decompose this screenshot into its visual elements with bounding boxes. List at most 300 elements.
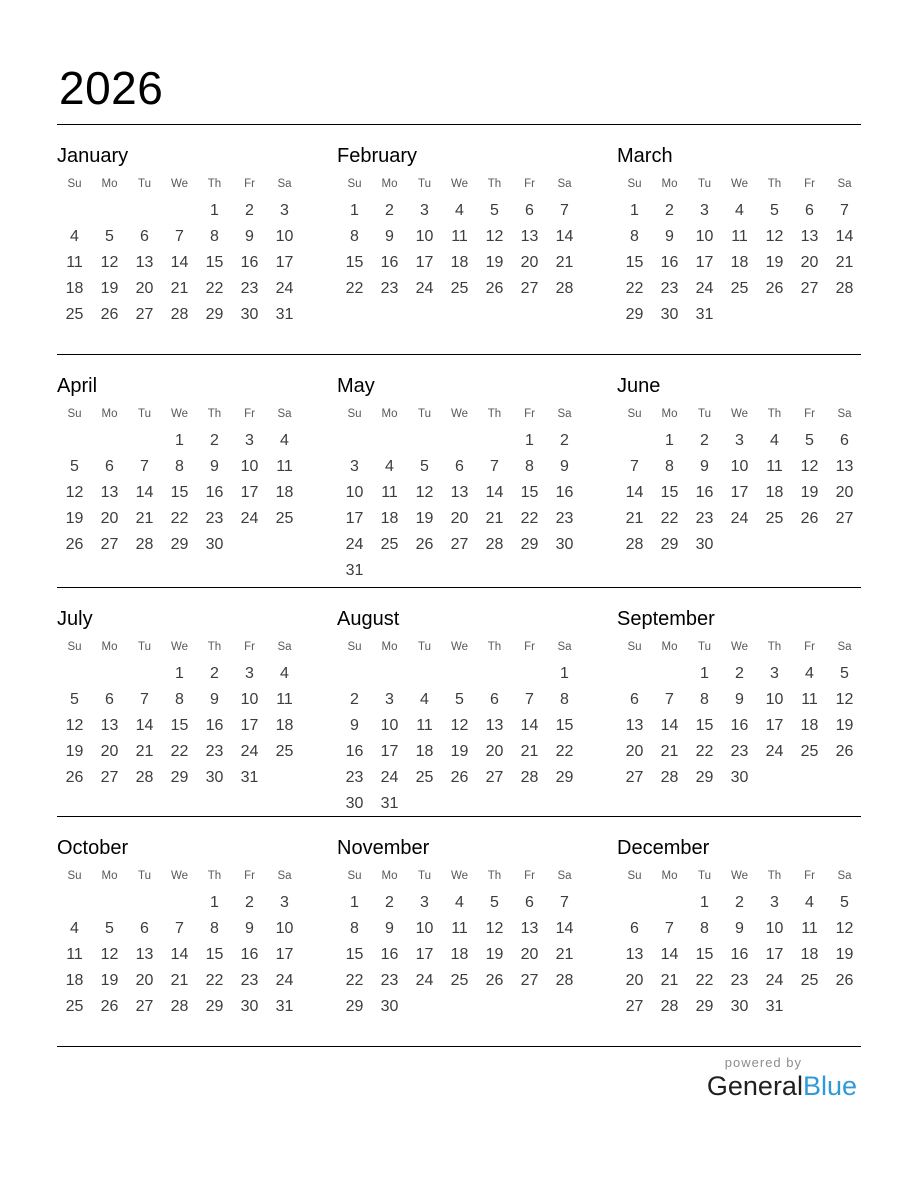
- week-row: [57, 302, 302, 328]
- month-block: [337, 125, 582, 354]
- date-cell: 17: [240, 717, 259, 734]
- weekday-label: Th: [207, 178, 222, 190]
- date-cell: 17: [415, 946, 434, 963]
- date-cell: 3: [770, 894, 779, 911]
- date-cell: 8: [560, 691, 569, 708]
- date-cell: 19: [450, 743, 469, 760]
- date-cell: 3: [245, 432, 254, 449]
- date-cell: 5: [70, 691, 79, 708]
- date-cell: 5: [70, 458, 79, 475]
- date-cell: 26: [450, 769, 469, 786]
- week-row: [617, 428, 862, 454]
- date-cell: 28: [835, 280, 854, 297]
- date-cell: 1: [525, 432, 534, 449]
- date-cell: 5: [840, 894, 849, 911]
- date-cell: 8: [210, 228, 219, 245]
- date-cell: 29: [695, 998, 714, 1015]
- date-cell: 13: [835, 458, 854, 475]
- date-cell: 31: [240, 769, 259, 786]
- date-cell: 27: [450, 536, 469, 553]
- date-cell: 24: [765, 743, 784, 760]
- date-cell: 12: [485, 228, 504, 245]
- date-cell: 14: [170, 946, 189, 963]
- date-cell: 14: [485, 484, 504, 501]
- date-cell: 16: [660, 254, 679, 271]
- date-cell: 15: [625, 254, 644, 271]
- weekday-label: Th: [487, 408, 502, 420]
- weekday-header-row: [337, 867, 582, 885]
- date-cell: 19: [100, 972, 119, 989]
- date-cell-empty: [92, 661, 127, 687]
- date-cell: 15: [660, 484, 679, 501]
- date-cell: 30: [380, 998, 399, 1015]
- date-cell: 20: [450, 510, 469, 527]
- weekday-label: Su: [67, 178, 82, 190]
- weekday-label: Su: [67, 408, 82, 420]
- date-cell: 12: [765, 228, 784, 245]
- date-cell-empty: [617, 890, 652, 916]
- date-cell-empty: [92, 428, 127, 454]
- footer: [57, 1047, 861, 1102]
- month-title: October: [57, 837, 129, 859]
- weekday-label: Su: [627, 408, 642, 420]
- weekday-label: Mo: [381, 178, 398, 190]
- date-cell: 9: [350, 717, 359, 734]
- week-row: [617, 765, 862, 791]
- date-cell: 19: [835, 717, 854, 734]
- date-cell: 12: [415, 484, 434, 501]
- date-cell: 16: [380, 254, 399, 271]
- week-row: [617, 890, 862, 916]
- week-row: [617, 739, 862, 765]
- weekday-label: Sa: [277, 408, 292, 420]
- date-cell: 30: [205, 769, 224, 786]
- date-cell: 27: [520, 280, 539, 297]
- week-row: [617, 994, 862, 1020]
- date-cell: 13: [625, 717, 644, 734]
- week-row: [337, 454, 582, 480]
- date-cell: 3: [735, 432, 744, 449]
- month-block: [337, 817, 582, 1046]
- date-cell: 6: [840, 432, 849, 449]
- weekday-header-row: [617, 867, 862, 885]
- date-cell: 15: [205, 254, 224, 271]
- date-cell: 11: [451, 920, 468, 937]
- weekday-label: Tu: [418, 178, 431, 190]
- date-cell-empty: [162, 890, 197, 916]
- date-cell: 10: [765, 691, 784, 708]
- date-cell: 1: [175, 432, 184, 449]
- weekday-label: Sa: [277, 870, 292, 882]
- date-cell: 26: [765, 280, 784, 297]
- date-cell: 9: [735, 691, 744, 708]
- date-cell: 9: [735, 920, 744, 937]
- weekday-label: Su: [67, 641, 82, 653]
- date-cell: 9: [245, 920, 254, 937]
- date-cell: 26: [835, 743, 854, 760]
- date-cell: 25: [380, 536, 399, 553]
- date-cell-empty: [337, 428, 372, 454]
- date-cell: 10: [380, 717, 399, 734]
- week-row: [617, 661, 862, 687]
- weekday-label: Tu: [418, 870, 431, 882]
- weekday-label: Su: [347, 178, 362, 190]
- weekday-label: Fr: [804, 641, 815, 653]
- date-cell: 4: [280, 665, 289, 682]
- date-cell: 29: [205, 306, 224, 323]
- week-row: [617, 713, 862, 739]
- date-cell: 27: [520, 972, 539, 989]
- date-cell: 15: [695, 946, 714, 963]
- date-cell: 16: [695, 484, 714, 501]
- weekday-label: Su: [347, 870, 362, 882]
- date-cell: 23: [380, 280, 399, 297]
- weekday-label: Su: [67, 870, 82, 882]
- month-title: January: [57, 145, 129, 167]
- date-cell: 4: [385, 458, 394, 475]
- week-row: [57, 968, 302, 994]
- month-title: September: [617, 608, 715, 630]
- date-cell: 3: [770, 665, 779, 682]
- date-cell: 25: [275, 743, 294, 760]
- date-cell: 13: [520, 228, 539, 245]
- weekday-label: Fr: [244, 870, 255, 882]
- date-cell: 14: [170, 254, 189, 271]
- month-block: [337, 588, 582, 816]
- weekday-header-row: [337, 175, 582, 193]
- date-cell: 30: [660, 306, 679, 323]
- weekday-label: We: [730, 870, 749, 882]
- date-cell: 17: [275, 946, 294, 963]
- date-cell: 9: [560, 458, 569, 475]
- date-cell: 19: [65, 743, 84, 760]
- week-row: [617, 916, 862, 942]
- weekday-label: Sa: [557, 641, 572, 653]
- date-cell: 2: [735, 894, 744, 911]
- date-cell: 17: [730, 484, 749, 501]
- date-cell-empty: [757, 302, 792, 328]
- weekday-header-row: [57, 405, 302, 423]
- date-cell-empty: [162, 198, 197, 224]
- date-cell: 27: [485, 769, 504, 786]
- month-block: [337, 355, 582, 587]
- date-cell: 5: [770, 202, 779, 219]
- date-cell: 16: [205, 484, 224, 501]
- months-row-3: [57, 588, 861, 816]
- date-cell: 13: [625, 946, 644, 963]
- date-cell: 9: [665, 228, 674, 245]
- week-row: [337, 791, 582, 817]
- weekday-label: Th: [487, 178, 502, 190]
- date-cell-empty: [127, 890, 162, 916]
- date-cell-empty: [442, 791, 477, 817]
- weekday-label: Th: [207, 641, 222, 653]
- weekday-header-row: [617, 175, 862, 193]
- date-cell-empty: [512, 661, 547, 687]
- date-cell: 8: [630, 228, 639, 245]
- date-cell: 31: [380, 795, 399, 812]
- date-cell: 26: [100, 998, 119, 1015]
- weekday-label: Sa: [277, 641, 292, 653]
- week-row: [57, 661, 302, 687]
- week-row: [57, 532, 302, 558]
- date-cell: 19: [485, 946, 504, 963]
- date-cell: 10: [765, 920, 784, 937]
- date-cell: 18: [765, 484, 784, 501]
- week-row: [617, 532, 862, 558]
- date-cell: 8: [700, 691, 709, 708]
- date-cell: 16: [730, 717, 749, 734]
- date-cell: 11: [66, 946, 83, 963]
- date-cell: 26: [415, 536, 434, 553]
- month-title: June: [617, 375, 661, 397]
- date-cell-empty: [57, 661, 92, 687]
- week-row: [337, 250, 582, 276]
- date-cell: 3: [700, 202, 709, 219]
- date-cell: 17: [240, 484, 259, 501]
- month-block: [57, 588, 302, 816]
- date-cell: 15: [345, 254, 364, 271]
- date-cell: 6: [805, 202, 814, 219]
- date-cell-empty: [792, 765, 827, 791]
- date-cell-empty: [267, 532, 302, 558]
- date-cell: 10: [240, 691, 259, 708]
- date-cell: 23: [240, 280, 259, 297]
- date-cell-empty: [792, 994, 827, 1020]
- date-cell-empty: [442, 428, 477, 454]
- date-cell: 16: [380, 946, 399, 963]
- date-cell: 14: [625, 484, 644, 501]
- date-cell: 22: [625, 280, 644, 297]
- weekday-label: Fr: [524, 870, 535, 882]
- date-cell-empty: [757, 765, 792, 791]
- date-cell-empty: [477, 994, 512, 1020]
- date-cell: 7: [560, 894, 569, 911]
- date-cell: 15: [520, 484, 539, 501]
- date-cell: 19: [415, 510, 434, 527]
- week-row: [337, 198, 582, 224]
- date-cell: 4: [805, 894, 814, 911]
- weekday-label: Mo: [381, 408, 398, 420]
- date-cell: 14: [520, 717, 539, 734]
- date-cell: 11: [381, 484, 398, 501]
- date-cell: 22: [660, 510, 679, 527]
- date-cell: 12: [800, 458, 819, 475]
- date-cell: 2: [665, 202, 674, 219]
- date-cell: 28: [660, 769, 679, 786]
- date-cell: 7: [175, 920, 184, 937]
- week-row: [337, 994, 582, 1020]
- month-block: [57, 355, 302, 587]
- weekday-label: We: [170, 408, 189, 420]
- date-cell: 6: [490, 691, 499, 708]
- date-cell: 8: [350, 920, 359, 937]
- date-cell: 1: [350, 202, 359, 219]
- date-cell: 6: [630, 920, 639, 937]
- date-cell: 5: [805, 432, 814, 449]
- month-title: April: [57, 375, 98, 397]
- date-cell-empty: [127, 661, 162, 687]
- date-cell: 14: [135, 717, 154, 734]
- date-cell: 19: [835, 946, 854, 963]
- date-cell: 7: [665, 691, 674, 708]
- date-cell: 11: [731, 228, 748, 245]
- week-row: [57, 687, 302, 713]
- week-row: [57, 198, 302, 224]
- date-cell: 8: [700, 920, 709, 937]
- week-row: [337, 480, 582, 506]
- weekday-label: Tu: [138, 870, 151, 882]
- date-cell: 13: [800, 228, 819, 245]
- date-cell: 22: [345, 972, 364, 989]
- date-cell: 14: [555, 228, 574, 245]
- date-cell: 16: [205, 717, 224, 734]
- date-cell: 1: [210, 894, 219, 911]
- date-cell: 2: [385, 202, 394, 219]
- date-cell: 23: [240, 972, 259, 989]
- date-cell: 5: [420, 458, 429, 475]
- date-cell: 23: [380, 972, 399, 989]
- weekday-label: Mo: [661, 408, 678, 420]
- month-weeks: [617, 890, 862, 1020]
- weekday-label: Sa: [837, 178, 852, 190]
- date-cell: 22: [170, 510, 189, 527]
- date-cell-empty: [127, 198, 162, 224]
- week-row: [617, 198, 862, 224]
- week-row: [337, 713, 582, 739]
- date-cell: 17: [345, 510, 364, 527]
- date-cell: 21: [835, 254, 854, 271]
- date-cell: 1: [560, 665, 569, 682]
- date-cell: 24: [240, 510, 259, 527]
- date-cell: 6: [140, 228, 149, 245]
- date-cell: 18: [275, 717, 294, 734]
- date-cell-empty: [57, 890, 92, 916]
- date-cell: 10: [345, 484, 364, 501]
- month-block: [617, 355, 862, 587]
- week-row: [337, 532, 582, 558]
- date-cell: 4: [420, 691, 429, 708]
- date-cell: 24: [730, 510, 749, 527]
- week-row: [617, 302, 862, 328]
- date-cell: 30: [240, 998, 259, 1015]
- month-title: December: [617, 837, 710, 859]
- week-row: [617, 276, 862, 302]
- date-cell: 24: [345, 536, 364, 553]
- date-cell: 10: [240, 458, 259, 475]
- date-cell: 26: [800, 510, 819, 527]
- date-cell: 16: [555, 484, 574, 501]
- date-cell: 10: [275, 228, 294, 245]
- date-cell: 25: [65, 306, 84, 323]
- date-cell: 25: [450, 280, 469, 297]
- weekday-label: Tu: [138, 408, 151, 420]
- date-cell-empty: [92, 890, 127, 916]
- weekday-label: Su: [347, 408, 362, 420]
- date-cell: 27: [625, 998, 644, 1015]
- date-cell: 11: [416, 717, 433, 734]
- date-cell-empty: [827, 994, 862, 1020]
- week-row: [337, 661, 582, 687]
- date-cell: 20: [135, 280, 154, 297]
- date-cell: 31: [765, 998, 784, 1015]
- date-cell: 4: [280, 432, 289, 449]
- date-cell-empty: [372, 428, 407, 454]
- month-weeks: [617, 428, 862, 558]
- weekday-label: Fr: [524, 178, 535, 190]
- date-cell: 7: [140, 691, 149, 708]
- week-row: [337, 558, 582, 584]
- date-cell: 1: [665, 432, 674, 449]
- week-row: [57, 428, 302, 454]
- date-cell: 10: [275, 920, 294, 937]
- date-cell: 24: [240, 743, 259, 760]
- weekday-header-row: [337, 405, 582, 423]
- date-cell: 25: [415, 769, 434, 786]
- date-cell: 18: [415, 743, 434, 760]
- date-cell: 8: [175, 691, 184, 708]
- weekday-label: Th: [767, 870, 782, 882]
- date-cell: 1: [175, 665, 184, 682]
- date-cell: 14: [135, 484, 154, 501]
- weekday-label: Th: [207, 408, 222, 420]
- date-cell: 11: [66, 254, 83, 271]
- date-cell-empty: [827, 765, 862, 791]
- date-cell: 20: [485, 743, 504, 760]
- date-cell: 22: [170, 743, 189, 760]
- date-cell-empty: [372, 661, 407, 687]
- date-cell-empty: [477, 428, 512, 454]
- date-cell: 3: [385, 691, 394, 708]
- date-cell: 8: [210, 920, 219, 937]
- date-cell: 28: [660, 998, 679, 1015]
- weekday-label: Sa: [557, 870, 572, 882]
- date-cell-empty: [512, 791, 547, 817]
- date-cell: 5: [105, 920, 114, 937]
- date-cell: 22: [205, 280, 224, 297]
- weekday-label: Mo: [661, 870, 678, 882]
- month-block: [617, 817, 862, 1046]
- week-row: [57, 506, 302, 532]
- date-cell: 7: [525, 691, 534, 708]
- date-cell: 20: [520, 254, 539, 271]
- date-cell: 25: [275, 510, 294, 527]
- date-cell: 24: [380, 769, 399, 786]
- weekday-header-row: [617, 405, 862, 423]
- date-cell: 20: [135, 972, 154, 989]
- date-cell: 31: [345, 562, 364, 579]
- week-row: [617, 506, 862, 532]
- date-cell: 12: [485, 920, 504, 937]
- week-row: [57, 942, 302, 968]
- date-cell: 25: [765, 510, 784, 527]
- date-cell-empty: [827, 532, 862, 558]
- date-cell-empty: [477, 791, 512, 817]
- week-row: [617, 968, 862, 994]
- date-cell: 12: [65, 717, 84, 734]
- week-row: [337, 765, 582, 791]
- month-weeks: [57, 198, 302, 328]
- date-cell: 29: [660, 536, 679, 553]
- weekday-label: Mo: [101, 870, 118, 882]
- date-cell: 2: [210, 432, 219, 449]
- date-cell-empty: [512, 994, 547, 1020]
- date-cell: 6: [105, 691, 114, 708]
- date-cell: 7: [630, 458, 639, 475]
- date-cell: 4: [70, 920, 79, 937]
- date-cell: 28: [485, 536, 504, 553]
- date-cell: 24: [275, 972, 294, 989]
